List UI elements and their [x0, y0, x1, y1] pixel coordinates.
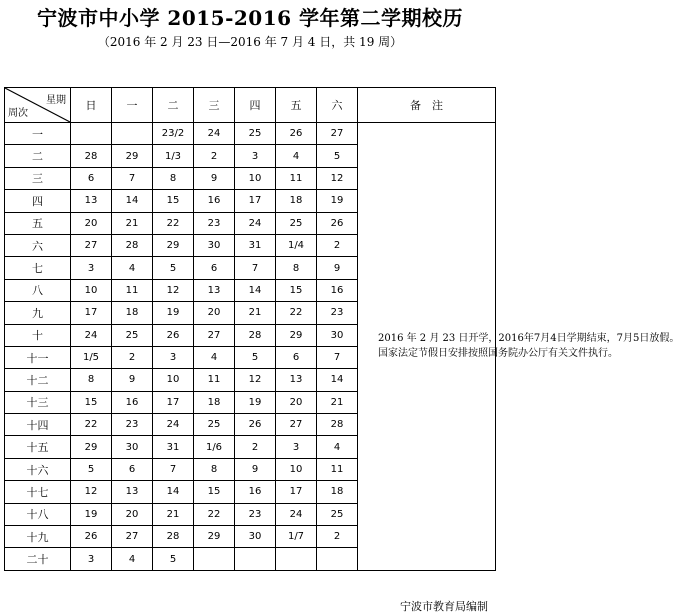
- date-cell: 20: [194, 302, 235, 324]
- date-cell: 8: [276, 257, 317, 279]
- date-cell: 19: [235, 391, 276, 413]
- date-cell: 27: [71, 234, 112, 256]
- date-cell: 5: [153, 257, 194, 279]
- week-number-cell: 十: [5, 324, 71, 346]
- date-cell: 12: [153, 279, 194, 301]
- date-cell: 21: [317, 391, 358, 413]
- week-axis-label: 周次: [8, 108, 28, 119]
- date-cell: [276, 548, 317, 570]
- day-header-sat: 六: [317, 88, 358, 123]
- date-cell: 23/2: [153, 123, 194, 145]
- date-cell: 31: [153, 436, 194, 458]
- date-cell: 25: [112, 324, 153, 346]
- remarks-cell: [358, 123, 679, 571]
- date-cell: 16: [317, 279, 358, 301]
- week-number-cell: 五: [5, 212, 71, 234]
- date-cell: 26: [71, 526, 112, 548]
- date-cell: 23: [112, 414, 153, 436]
- date-cell: 16: [194, 190, 235, 212]
- date-cell: 27: [112, 526, 153, 548]
- date-cell: 2: [194, 145, 235, 167]
- week-number-cell: 十四: [5, 414, 71, 436]
- date-cell: 10: [153, 369, 194, 391]
- date-cell: 2: [317, 234, 358, 256]
- date-cell: 15: [153, 190, 194, 212]
- date-cell: 13: [71, 190, 112, 212]
- date-cell: 6: [71, 167, 112, 189]
- date-cell: 6: [194, 257, 235, 279]
- date-cell: 3: [71, 548, 112, 570]
- date-cell: 15: [276, 279, 317, 301]
- date-cell: 6: [112, 458, 153, 480]
- page-title: 宁波市中小学 2015-2016 学年第二学期校历: [36, 6, 464, 30]
- date-cell: 1/4: [276, 234, 317, 256]
- date-cell: 4: [194, 346, 235, 368]
- date-cell: 19: [317, 190, 358, 212]
- date-cell: 24: [235, 212, 276, 234]
- date-cell: 21: [153, 503, 194, 525]
- date-cell: 2: [317, 526, 358, 548]
- date-cell: 26: [235, 414, 276, 436]
- day-header-sun: 日: [71, 88, 112, 123]
- date-cell: 21: [235, 302, 276, 324]
- date-cell: 3: [235, 145, 276, 167]
- date-cell: 29: [153, 234, 194, 256]
- date-cell: 25: [276, 212, 317, 234]
- date-cell: 19: [153, 302, 194, 324]
- date-cell: 18: [276, 190, 317, 212]
- week-number-cell: 十八: [5, 503, 71, 525]
- date-cell: 4: [112, 257, 153, 279]
- date-cell: 29: [276, 324, 317, 346]
- remarks-header: 备 注: [358, 88, 496, 123]
- date-cell: 11: [194, 369, 235, 391]
- date-cell: 28: [112, 234, 153, 256]
- remarks-holiday-note: 国家法定节假日安排按照国务院办公厅有关文件执行。: [378, 348, 618, 360]
- date-cell: 22: [194, 503, 235, 525]
- date-cell: 17: [235, 190, 276, 212]
- date-cell: 29: [194, 526, 235, 548]
- date-cell: 2: [112, 346, 153, 368]
- date-cell: 21: [112, 212, 153, 234]
- date-cell: 4: [112, 548, 153, 570]
- day-header-thu: 四: [235, 88, 276, 123]
- week-number-cell: 二: [5, 145, 71, 167]
- week-number-cell: 二十: [5, 548, 71, 570]
- week-number-cell: 三: [5, 167, 71, 189]
- date-cell: 9: [112, 369, 153, 391]
- date-cell: 4: [276, 145, 317, 167]
- date-cell: 29: [112, 145, 153, 167]
- week-number-cell: 十二: [5, 369, 71, 391]
- week-number-cell: 十一: [5, 346, 71, 368]
- date-cell: 28: [235, 324, 276, 346]
- date-cell: [112, 123, 153, 145]
- week-number-cell: 七: [5, 257, 71, 279]
- date-cell: 9: [317, 257, 358, 279]
- date-cell: [235, 548, 276, 570]
- week-number-cell: 十七: [5, 481, 71, 503]
- date-cell: 27: [276, 414, 317, 436]
- date-cell: 27: [317, 123, 358, 145]
- date-cell: 14: [317, 369, 358, 391]
- school-calendar-table: [4, 87, 679, 571]
- date-cell: 17: [71, 302, 112, 324]
- week-number-cell: 十六: [5, 458, 71, 480]
- date-cell: 23: [235, 503, 276, 525]
- date-cell: 5: [317, 145, 358, 167]
- week-number-cell: 十三: [5, 391, 71, 413]
- header-row: [5, 88, 496, 123]
- date-cell: 7: [153, 458, 194, 480]
- date-cell: 18: [112, 302, 153, 324]
- date-cell: 31: [235, 234, 276, 256]
- date-cell: 28: [71, 145, 112, 167]
- date-cell: 29: [71, 436, 112, 458]
- week-number-cell: 九: [5, 302, 71, 324]
- date-cell: 24: [194, 123, 235, 145]
- date-cell: 8: [71, 369, 112, 391]
- weekday-axis-label: 星期: [46, 95, 66, 106]
- date-cell: 26: [153, 324, 194, 346]
- date-cell: 30: [194, 234, 235, 256]
- date-cell: 16: [112, 391, 153, 413]
- date-cell: 14: [235, 279, 276, 301]
- date-cell: 12: [235, 369, 276, 391]
- date-cell: 10: [71, 279, 112, 301]
- date-cell: 15: [71, 391, 112, 413]
- date-cell: 5: [71, 458, 112, 480]
- date-cell: 26: [276, 123, 317, 145]
- date-cell: 14: [153, 481, 194, 503]
- date-cell: 19: [71, 503, 112, 525]
- date-cell: 22: [276, 302, 317, 324]
- date-cell: 9: [194, 167, 235, 189]
- date-cell: 3: [71, 257, 112, 279]
- date-cell: 18: [194, 391, 235, 413]
- date-cell: 13: [112, 481, 153, 503]
- date-cell: 12: [317, 167, 358, 189]
- week-row: [5, 123, 496, 145]
- date-cell: 4: [317, 436, 358, 458]
- date-cell: 8: [153, 167, 194, 189]
- date-cell: 14: [112, 190, 153, 212]
- date-cell: 20: [71, 212, 112, 234]
- date-cell: 17: [153, 391, 194, 413]
- date-cell: 26: [317, 212, 358, 234]
- date-cell: 25: [235, 123, 276, 145]
- date-cell: 28: [317, 414, 358, 436]
- date-cell: 22: [71, 414, 112, 436]
- date-cell: [317, 548, 358, 570]
- day-header-tue: 二: [153, 88, 194, 123]
- date-cell: 25: [194, 414, 235, 436]
- day-header-fri: 五: [276, 88, 317, 123]
- date-cell: 7: [235, 257, 276, 279]
- issuer-footer: 宁波市教育局编制: [400, 600, 488, 613]
- corner-header-cell: [5, 88, 71, 123]
- week-number-cell: 八: [5, 279, 71, 301]
- date-cell: 11: [317, 458, 358, 480]
- week-number-cell: 一: [5, 123, 71, 145]
- day-header-mon: 一: [112, 88, 153, 123]
- week-number-cell: 十九: [5, 526, 71, 548]
- date-cell: 20: [112, 503, 153, 525]
- date-cell: 24: [71, 324, 112, 346]
- date-cell: [71, 123, 112, 145]
- date-cell: 24: [276, 503, 317, 525]
- date-cell: 7: [112, 167, 153, 189]
- date-cell: 27: [194, 324, 235, 346]
- date-cell: 1/5: [71, 346, 112, 368]
- date-cell: 17: [276, 481, 317, 503]
- date-cell: 23: [317, 302, 358, 324]
- date-cell: 18: [317, 481, 358, 503]
- date-cell: 11: [112, 279, 153, 301]
- date-cell: 3: [153, 346, 194, 368]
- date-cell: 5: [153, 548, 194, 570]
- week-number-cell: 六: [5, 234, 71, 256]
- week-number-cell: 四: [5, 190, 71, 212]
- remarks-term-dates: 2016 年 2 月 23 日开学，2016年7月4日学期结束，7月5日放假。: [378, 333, 679, 345]
- date-cell: 2: [235, 436, 276, 458]
- date-cell: [194, 548, 235, 570]
- week-number-cell: 十五: [5, 436, 71, 458]
- date-cell: 1/6: [194, 436, 235, 458]
- date-cell: 30: [317, 324, 358, 346]
- date-cell: 28: [153, 526, 194, 548]
- date-cell: 23: [194, 212, 235, 234]
- day-header-wed: 三: [194, 88, 235, 123]
- date-cell: 25: [317, 503, 358, 525]
- date-cell: 20: [276, 391, 317, 413]
- date-cell: 30: [112, 436, 153, 458]
- date-cell: 1/7: [276, 526, 317, 548]
- date-cell: 13: [276, 369, 317, 391]
- date-cell: 13: [194, 279, 235, 301]
- date-cell: 5: [235, 346, 276, 368]
- date-cell: 8: [194, 458, 235, 480]
- date-cell: 30: [235, 526, 276, 548]
- date-cell: 11: [276, 167, 317, 189]
- date-cell: 3: [276, 436, 317, 458]
- date-cell: 22: [153, 212, 194, 234]
- date-cell: 6: [276, 346, 317, 368]
- date-cell: 24: [153, 414, 194, 436]
- date-cell: 10: [276, 458, 317, 480]
- date-cell: 12: [71, 481, 112, 503]
- date-cell: 1/3: [153, 145, 194, 167]
- date-cell: 7: [317, 346, 358, 368]
- date-cell: 10: [235, 167, 276, 189]
- date-cell: 15: [194, 481, 235, 503]
- page-subtitle: （2016 年 2 月 23 日—2016 年 7 月 4 日，共 19 周）: [97, 35, 403, 49]
- date-cell: 16: [235, 481, 276, 503]
- date-cell: 9: [235, 458, 276, 480]
